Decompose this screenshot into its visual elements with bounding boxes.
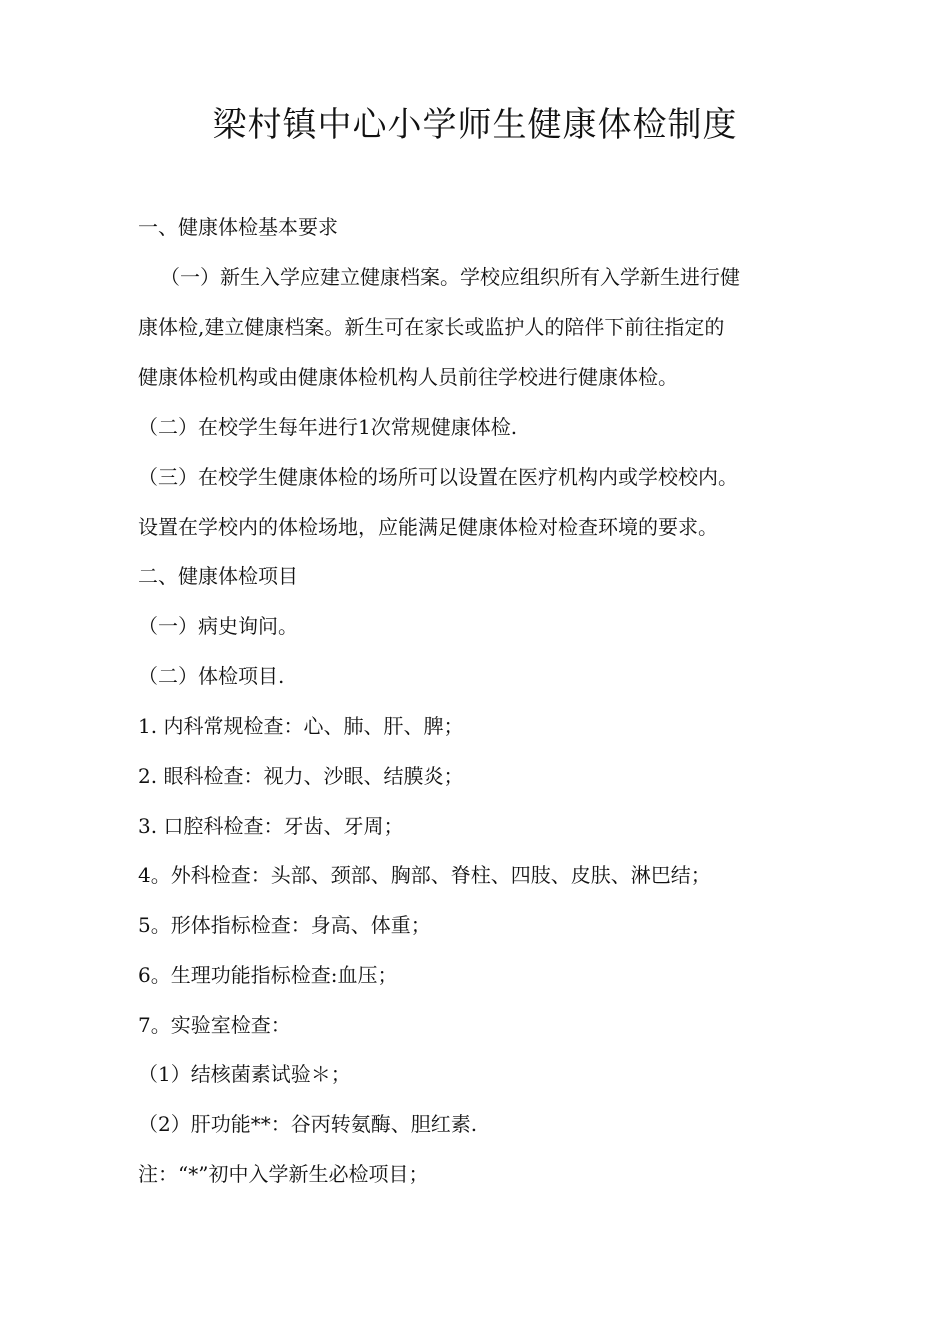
sub-list-item: （2）肝功能**：谷丙转氨酶、胆红素. bbox=[138, 1112, 478, 1136]
paragraph-line: （二）在校学生每年进行1次常规健康体检. bbox=[138, 415, 518, 439]
list-item: 2. 眼科检查：视力、沙眼、结膜炎； bbox=[138, 764, 464, 788]
list-item: 7。实验室检查： bbox=[138, 1013, 291, 1037]
document-title: 梁村镇中心小学师生健康体检制度 bbox=[212, 105, 738, 145]
list-item: 1. 内科常规检查：心、肺、肝、脾； bbox=[138, 714, 464, 738]
paragraph-line: 康体检,建立健康档案。新生可在家长或监护人的陪伴下前往指定的 bbox=[138, 315, 725, 339]
sub-list-item: （1）结核菌素试验＊； bbox=[138, 1062, 351, 1086]
paragraph-line: （一）病史询问。 bbox=[138, 614, 298, 638]
list-item: 5。形体指标检查：身高、体重； bbox=[138, 913, 431, 937]
paragraph-line: 健康体检机构或由健康体检机构人员前往学校进行健康体检。 bbox=[138, 365, 678, 389]
paragraph-line: （一）新生入学应建立健康档案。学校应组织所有入学新生进行健 bbox=[160, 265, 740, 289]
list-item: 6。生理功能指标检查:血压； bbox=[138, 963, 398, 987]
list-item: 4。外科检查：头部、颈部、胸部、脊柱、四肢、皮肤、淋巴结； bbox=[138, 863, 711, 887]
paragraph-line: （二）体检项目. bbox=[138, 664, 285, 688]
section-heading-basic-requirements: 一、健康体检基本要求 bbox=[138, 215, 338, 239]
section-heading-check-items: 二、健康体检项目 bbox=[138, 564, 298, 588]
paragraph-line: （三）在校学生健康体检的场所可以设置在医疗机构内或学校校内。 bbox=[138, 465, 738, 489]
footnote: 注：“*”初中入学新生必检项目； bbox=[138, 1162, 429, 1186]
paragraph-line: 设置在学校内的体检场地，应能满足健康体检对检查环境的要求。 bbox=[138, 515, 718, 539]
list-item: 3. 口腔科检查：牙齿、牙周； bbox=[138, 814, 404, 838]
